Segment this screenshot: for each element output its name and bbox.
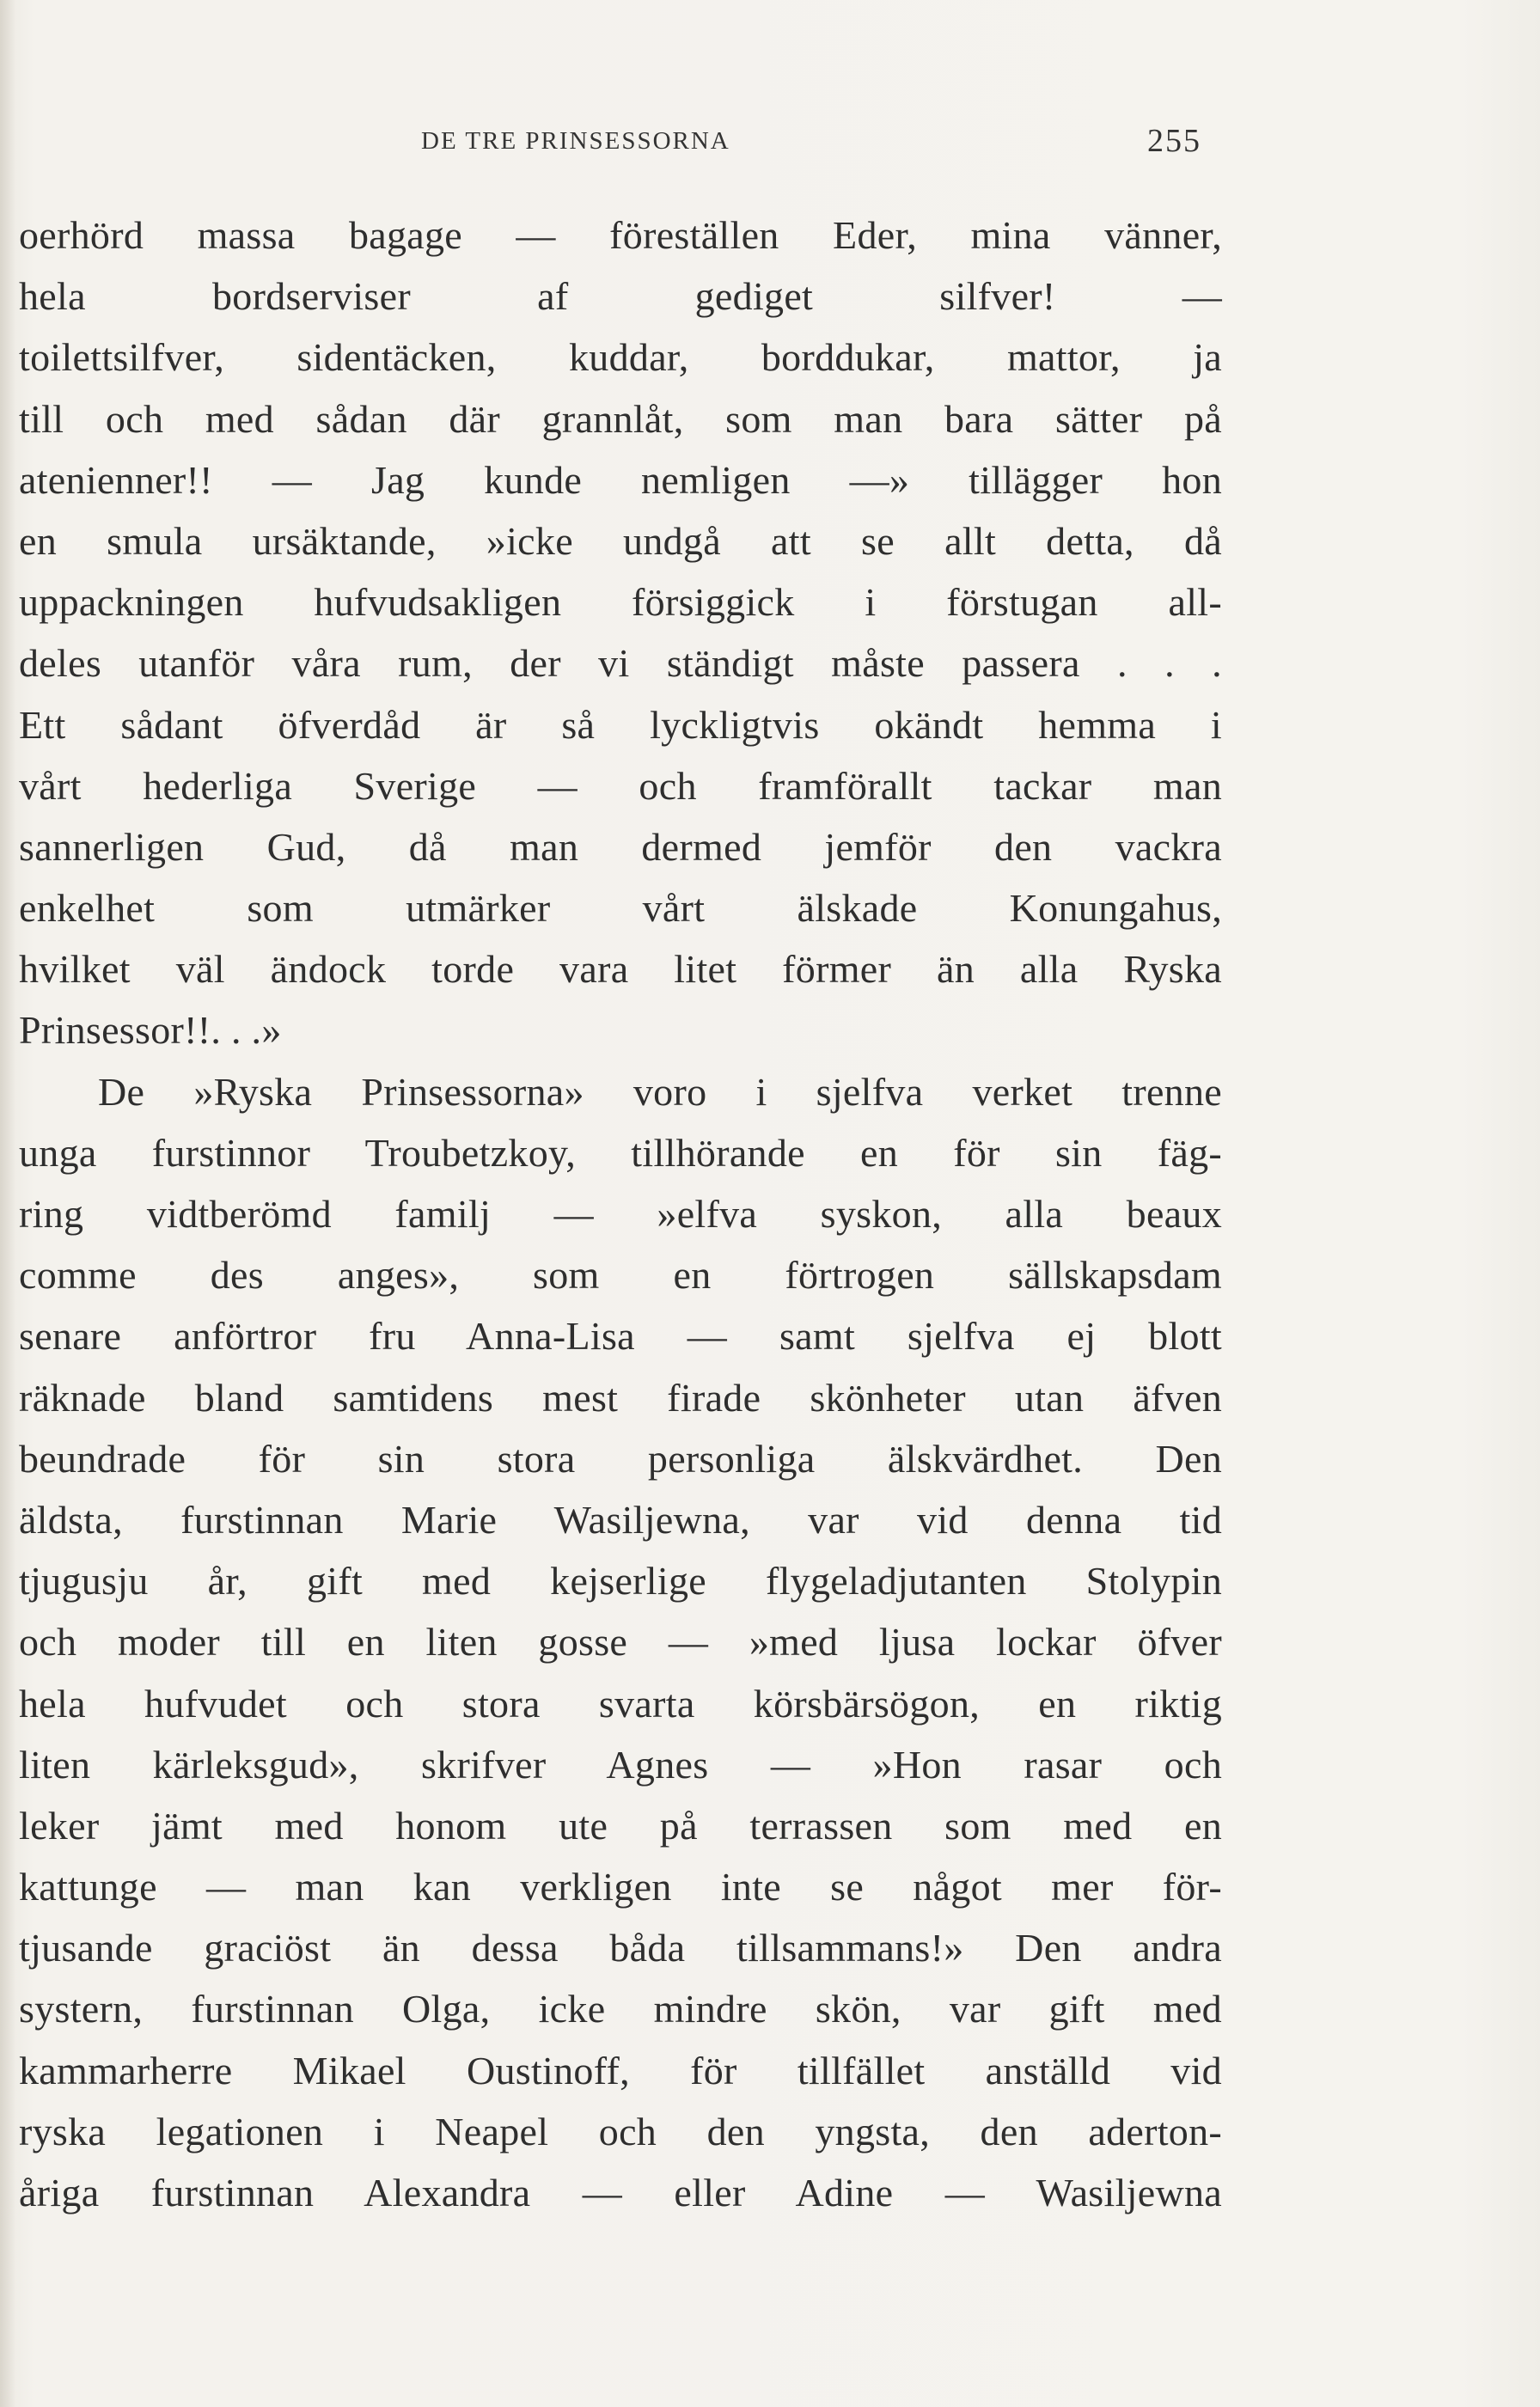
text-line: en smula ursäktande, »icke undgå att se allt detta, då [19, 518, 1222, 563]
text-line: toilettsilfver, sidentäcken, kuddar, borddukar, mattor, ja [19, 335, 1222, 380]
text-line: uppackningen hufvudsakligen försiggick i förstugan all- [19, 580, 1222, 625]
text-line: åriga furstinnan Alexandra — eller Adine — Wasiljewna [19, 2171, 1222, 2215]
page-number: 255 [1147, 123, 1201, 159]
text-line: leker jämt med honom ute på terrassen som med en [19, 1803, 1222, 1848]
text-line: oerhörd massa bagage — föreställen Eder, mina vänner, [19, 213, 1222, 257]
text-line: tjugusju år, gift med kejserlige flygeladjutanten Stolypin [19, 1559, 1222, 1604]
text-line: äldsta, furstinnan Marie Wasiljewna, var vid denna tid [19, 1497, 1222, 1542]
text-line: hvilket väl ändock torde vara litet förmer än alla Ryska [19, 947, 1222, 992]
text-line: Prinsessor!!. . .» [19, 1008, 282, 1053]
text-line: systern, furstinnan Olga, icke mindre skön, var gift med [19, 1987, 1222, 2031]
text-line: enkelhet som utmärker vårt älskade Konungahus, [19, 886, 1222, 931]
running-head [0, 123, 1540, 165]
paragraph-start-line: De »Ryska Prinsessorna» voro i sjelfva verket trenne [98, 1069, 1222, 1114]
text-line: till och med sådan där grannlåt, som man bara sätter på [19, 396, 1222, 441]
text-line: ring vidtberömd familj — »elfva syskon, alla beaux [19, 1192, 1222, 1236]
text-line: kattunge — man kan verkligen inte se något mer för- [19, 1865, 1222, 1909]
text-line: unga furstinnor Troubetzkoy, tillhörande en för sin fäg- [19, 1130, 1222, 1175]
body-text [19, 205, 1222, 2223]
text-line: hela hufvudet och stora svarta körsbärsögon, en riktig [19, 1681, 1222, 1726]
text-line: senare anförtror fru Anna-Lisa — samt sjelfva ej blott [19, 1314, 1222, 1359]
text-line: kammarherre Mikael Oustinoff, för tillfället anställd vid [19, 2048, 1222, 2092]
text-line: deles utanför våra rum, der vi ständigt måste passera . . . [19, 641, 1222, 686]
text-line: tjusande graciöst än dessa båda tillsammans!» Den andra [19, 1926, 1222, 1970]
text-line: beundrade för sin stora personliga älskvärdhet. Den [19, 1436, 1222, 1481]
running-head-title: DE TRE PRINSESSORNA [421, 127, 730, 155]
text-line: hela bordserviser af gediget silfver! — [19, 274, 1222, 319]
text-line: atenienner!! — Jag kunde nemligen —» tillägger hon [19, 457, 1222, 502]
text-line: comme des anges», som en förtrogen sällskapsdam [19, 1253, 1222, 1298]
text-line: räknade bland samtidens mest firade skönheter utan äfven [19, 1375, 1222, 1420]
gutter-shadow [0, 0, 15, 2407]
text-line: ryska legationen i Neapel och den yngsta, den aderton- [19, 2109, 1222, 2153]
text-line: Ett sådant öfverdåd är så lyckligtvis okändt hemma i [19, 702, 1222, 747]
text-line: liten kärleksgud», skrifver Agnes — »Hon rasar och [19, 1742, 1222, 1787]
text-line: sannerligen Gud, då man dermed jemför den vackra [19, 824, 1222, 869]
text-line: vårt hederliga Sverige — och framförallt tackar man [19, 763, 1222, 808]
text-line: och moder till en liten gosse — »med ljusa lockar öfver [19, 1620, 1222, 1665]
